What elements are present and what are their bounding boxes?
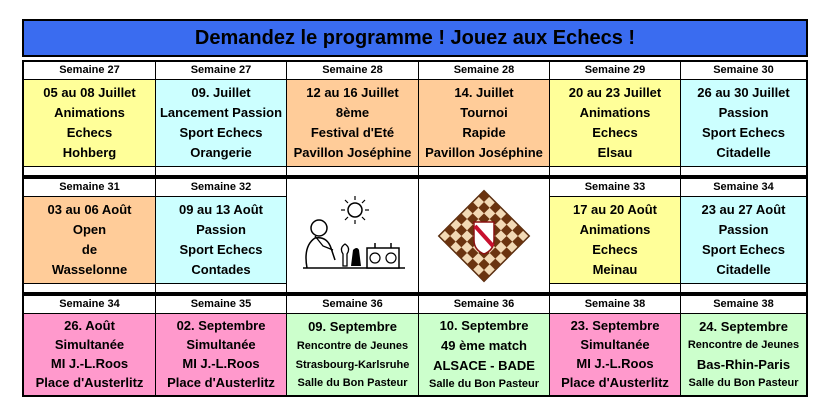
event-line: Rencontre de Jeunes	[687, 339, 800, 352]
chessboard-crest-icon	[434, 186, 534, 286]
week-label: Semaine 27	[24, 62, 155, 80]
event-cell	[24, 62, 156, 175]
event-line: Passion	[718, 221, 769, 237]
week-label: Semaine 36	[419, 296, 549, 314]
week-label: Semaine 28	[419, 62, 549, 80]
event-details	[24, 80, 155, 166]
event-line: Rapide	[462, 125, 506, 141]
event-line: 8ème	[335, 104, 370, 120]
event-line: Echecs	[592, 242, 638, 258]
week-label: Semaine 33	[550, 179, 680, 197]
event-line: 09. Juillet	[191, 84, 251, 100]
week-label: Semaine 29	[550, 62, 680, 80]
event-line: de	[81, 242, 98, 258]
chess-player-illustration	[287, 179, 419, 292]
event-line: Orangerie	[190, 145, 252, 161]
cell-bottom-strip	[550, 166, 680, 175]
event-line: Animations	[54, 104, 125, 120]
event-line: Wasselonne	[51, 262, 128, 278]
week-label: Semaine 32	[156, 179, 286, 197]
event-line: 26 au 30 Juillet	[697, 84, 790, 100]
week-label: Semaine 31	[24, 179, 155, 197]
cell-bottom-strip	[156, 166, 286, 175]
event-line: Echecs	[592, 125, 638, 141]
event-cell	[419, 62, 550, 175]
event-cell	[681, 62, 806, 175]
cell-bottom-strip	[287, 166, 418, 175]
event-line: Meinau	[592, 262, 638, 278]
event-details	[681, 197, 806, 283]
cell-bottom-strip	[419, 166, 549, 175]
event-details	[156, 197, 286, 283]
event-line: Lancement Passion	[159, 104, 283, 120]
event-line: 23. Septembre	[570, 318, 660, 333]
cell-bottom-strip	[24, 283, 155, 292]
schedule-row-2	[22, 177, 808, 294]
event-cell	[287, 296, 419, 395]
event-line: 24. Septembre	[699, 318, 788, 334]
event-details	[24, 314, 155, 395]
event-line: Strasbourg-Karlsruhe	[295, 358, 410, 371]
event-line: Hohberg	[62, 145, 117, 161]
cell-bottom-strip	[550, 283, 680, 292]
event-line: Elsau	[597, 145, 633, 161]
week-label: Semaine 38	[550, 296, 680, 314]
event-details	[419, 80, 549, 166]
event-line: Citadelle	[716, 145, 771, 161]
event-line: 10. Septembre	[439, 318, 529, 334]
event-line: 14. Juillet	[454, 84, 514, 100]
event-line: Open	[72, 221, 107, 237]
event-line: Sport Echecs	[701, 125, 786, 141]
event-line: Passion	[718, 104, 769, 120]
event-line: 03 au 06 Août	[47, 201, 132, 217]
event-line: Animations	[579, 104, 651, 120]
event-details	[24, 197, 155, 283]
event-details	[550, 197, 680, 283]
week-label: Semaine 34	[24, 296, 155, 314]
event-cell	[681, 179, 806, 292]
event-cell	[550, 62, 681, 175]
event-cell	[156, 179, 287, 292]
cell-bottom-strip	[681, 283, 806, 292]
event-line: MI J.-L.Roos	[50, 356, 129, 371]
schedule-row-1	[22, 60, 808, 177]
event-line: Festival d'Eté	[310, 125, 395, 141]
event-line: Sport Echecs	[701, 242, 786, 258]
event-line: Sport Echecs	[179, 242, 263, 258]
event-line: 09 au 13 Août	[178, 201, 264, 217]
event-line: Place d'Austerlitz	[167, 375, 275, 390]
event-cell	[550, 296, 681, 395]
event-line: Citadelle	[716, 262, 771, 278]
event-line: Pavillon Joséphine	[425, 145, 543, 161]
week-label: Semaine 34	[681, 179, 806, 197]
event-cell	[550, 179, 681, 292]
week-label: Semaine 35	[156, 296, 286, 314]
event-line: Salle du Bon Pasteur	[297, 376, 408, 389]
cell-bottom-strip	[681, 166, 806, 175]
event-line: Pavillon Joséphine	[293, 145, 412, 161]
event-cell	[419, 296, 550, 395]
event-line: Animations	[579, 221, 651, 237]
event-cell	[24, 179, 156, 292]
event-line: Passion	[196, 221, 246, 237]
event-details	[156, 314, 286, 395]
event-details	[287, 314, 418, 395]
event-details	[156, 80, 286, 166]
event-line: MI J.-L.Roos	[182, 356, 260, 371]
event-line: Place d'Austerlitz	[561, 375, 669, 390]
event-line: Simultanée	[580, 337, 650, 352]
week-label: Semaine 28	[287, 62, 418, 80]
event-line: 17 au 20 Août	[572, 201, 658, 217]
chessboard-emblem	[419, 179, 550, 292]
event-line: Tournoi	[460, 104, 508, 120]
event-line: 20 au 23 Juillet	[568, 84, 662, 100]
event-line: Sport Echecs	[179, 125, 263, 141]
page-title: Demandez le programme ! Jouez aux Echecs !	[22, 19, 808, 57]
event-line: 49 ème match	[441, 338, 527, 354]
event-cell	[681, 296, 806, 395]
event-line: 05 au 08 Juillet	[43, 84, 136, 100]
chess-player-drawing-icon	[293, 188, 413, 283]
event-details	[681, 80, 806, 166]
event-line: Salle du Bon Pasteur	[688, 377, 799, 390]
event-line: Simultanée	[54, 337, 125, 352]
event-line: 02. Septembre	[176, 318, 266, 333]
event-line: MI J.-L.Roos	[576, 356, 654, 371]
event-line: Place d'Austerlitz	[35, 375, 144, 390]
event-line: Contades	[191, 262, 251, 278]
event-cell	[156, 296, 287, 395]
event-cell	[287, 62, 419, 175]
event-details	[681, 314, 806, 395]
event-cell	[156, 62, 287, 175]
event-line: 26. Août	[64, 318, 115, 333]
cell-bottom-strip	[156, 283, 286, 292]
week-label: Semaine 30	[681, 62, 806, 80]
event-line: Echecs	[66, 125, 113, 141]
event-details	[287, 80, 418, 166]
event-details	[550, 314, 680, 395]
cell-bottom-strip	[24, 166, 155, 175]
event-line: Salle du Bon Pasteur	[428, 377, 540, 390]
event-line: Rencontre de Jeunes	[296, 340, 409, 353]
event-line: 12 au 16 Juillet	[306, 84, 399, 100]
event-cell	[24, 296, 156, 395]
event-line: Bas-Rhin-Paris	[696, 356, 791, 372]
week-label: Semaine 38	[681, 296, 806, 314]
event-details	[419, 314, 549, 395]
event-line: ALSACE - BADE	[433, 357, 535, 373]
event-details	[550, 80, 680, 166]
week-label: Semaine 27	[156, 62, 286, 80]
event-line: 09. Septembre	[308, 319, 397, 335]
event-line: 23 au 27 Août	[701, 201, 786, 217]
week-label: Semaine 36	[287, 296, 418, 314]
event-line: Simultanée	[186, 337, 256, 352]
schedule-row-3	[22, 294, 808, 397]
